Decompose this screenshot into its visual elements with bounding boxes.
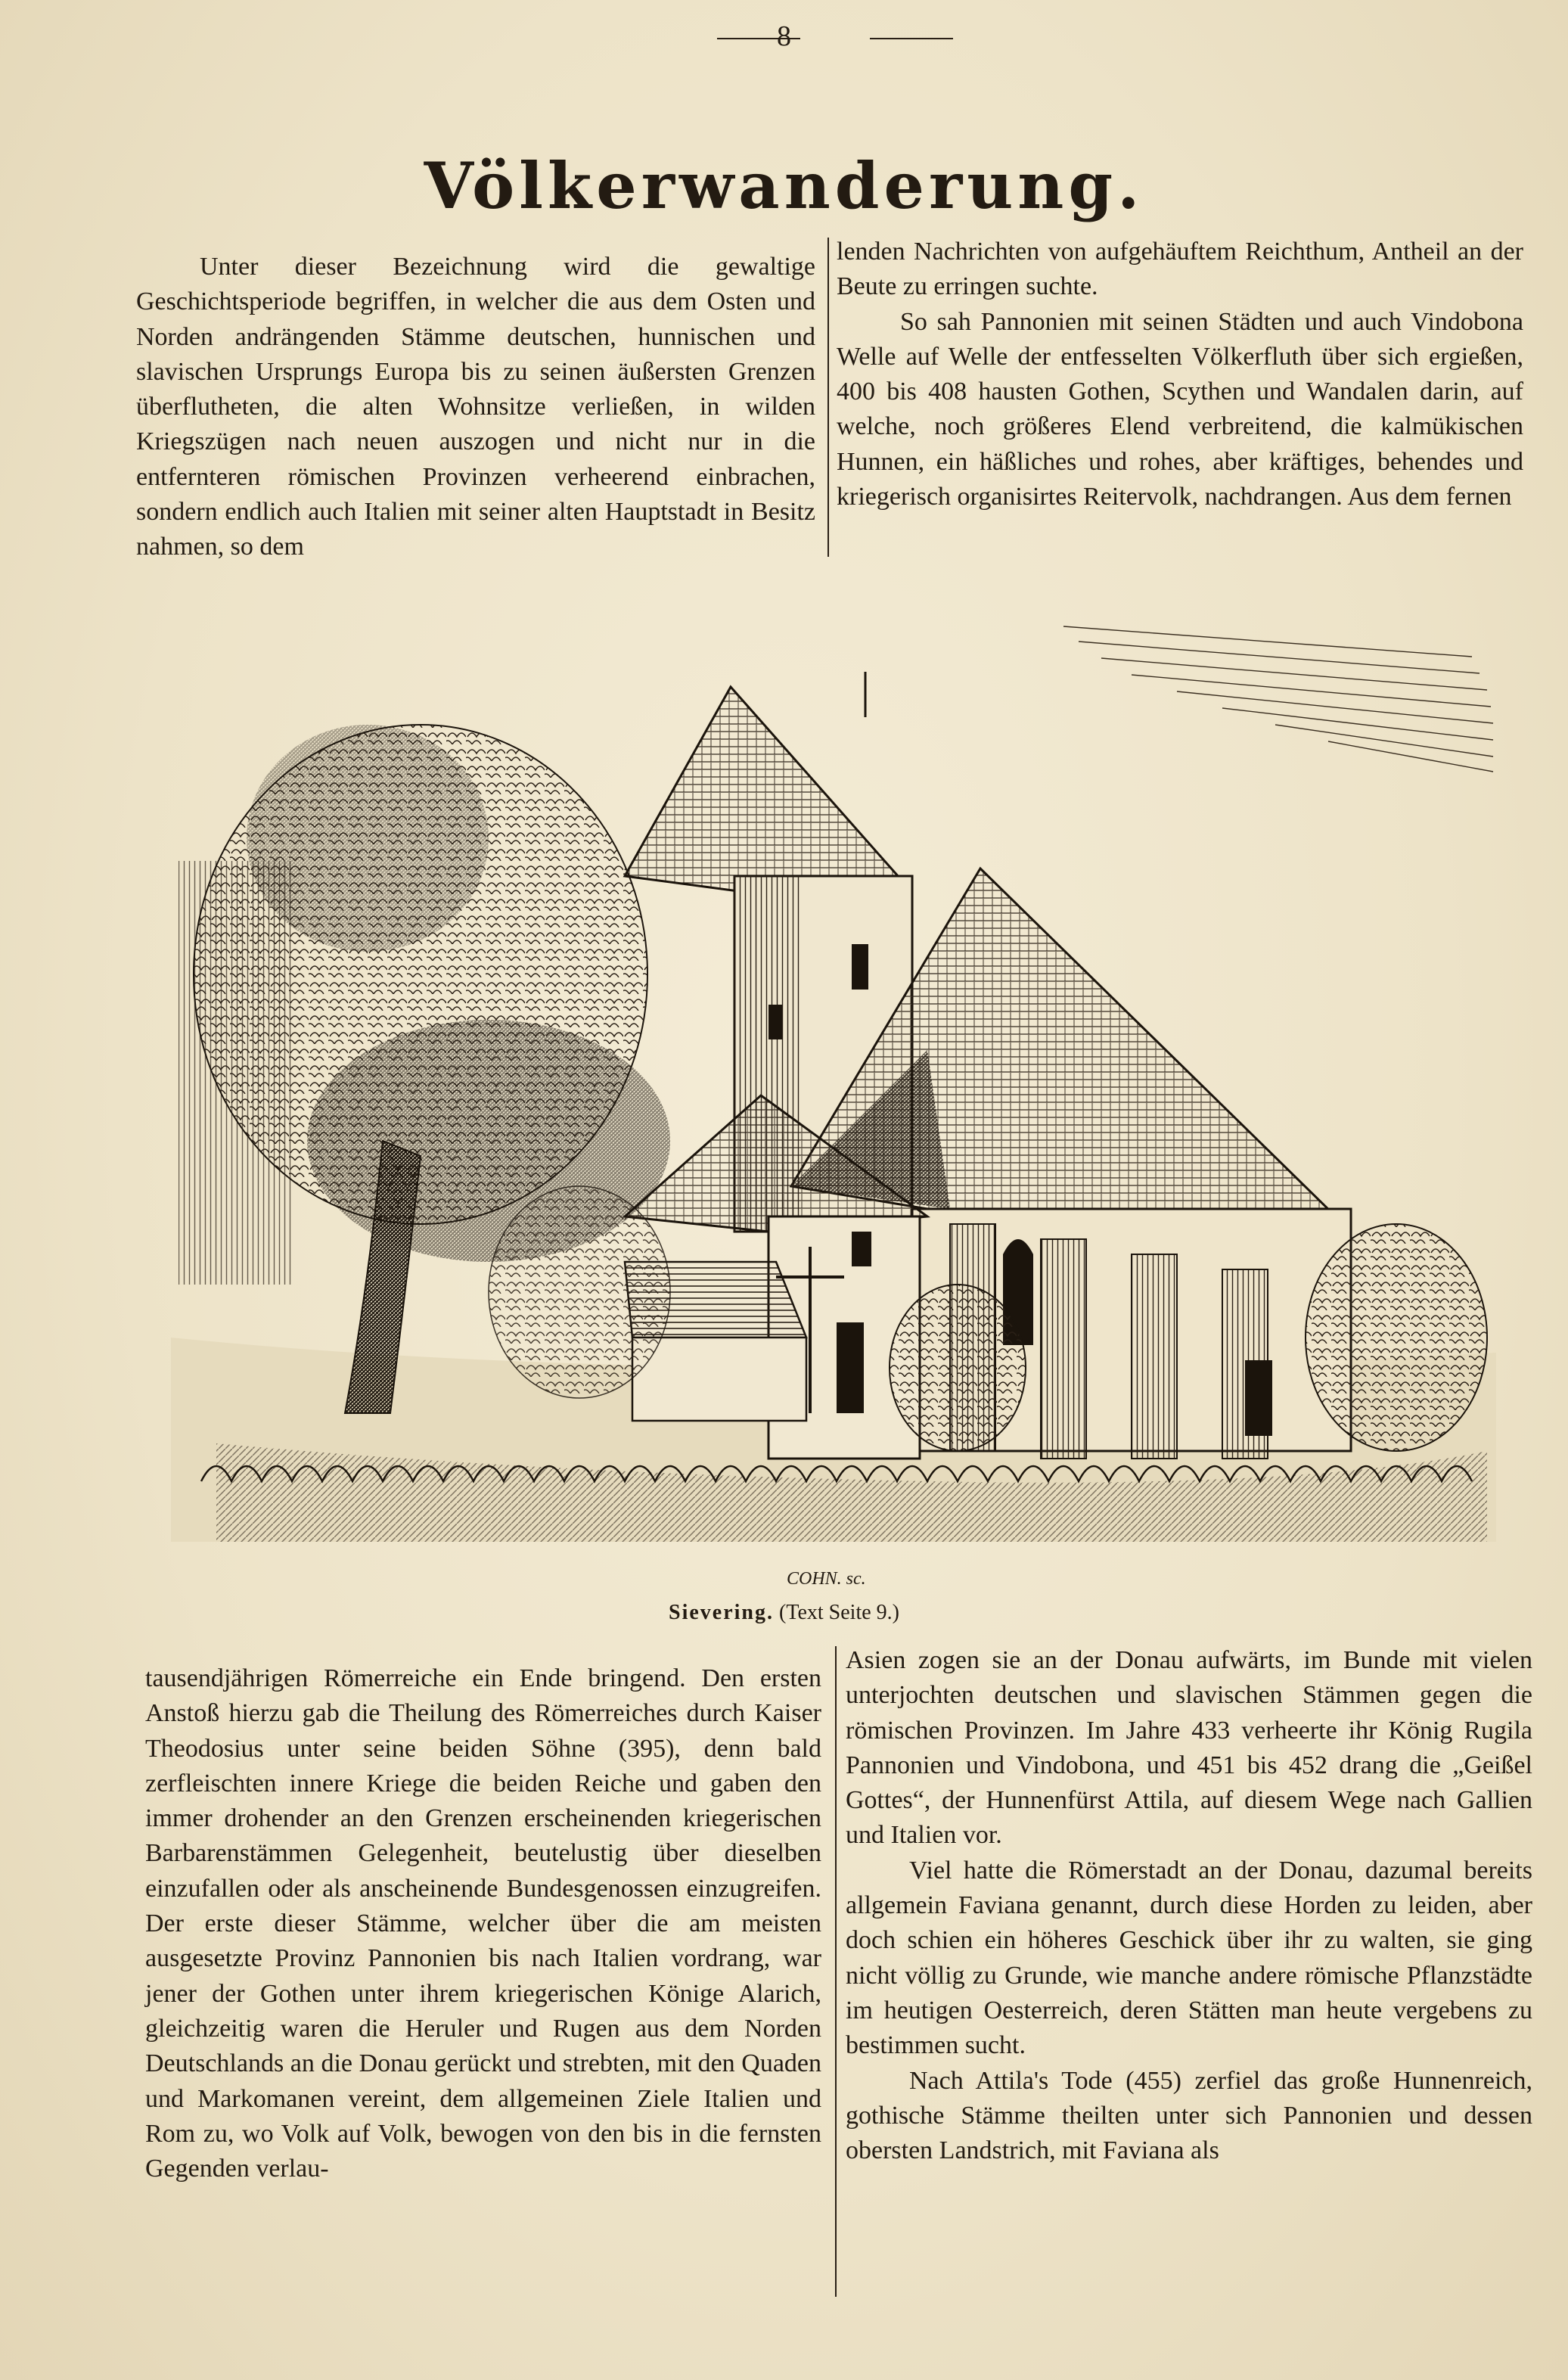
header-rule-right [870,38,953,39]
text-column-bottom-right [846,1643,1532,2168]
paragraph: tausendjährigen Römerreiche ein Ende bringend. Den ersten Anstoß hierzu gab die Theilung des Römerreiches durch Kaiser Theodosius unter seine beiden Söhne (395), denn bald zerfleischten innere Kriege die beiden Reiche und gaben den immer drohender an den Grenzen erscheinenden kriegerischen Barbarenstämmen Gelegenheit, beutelustig über dieselben einzufallen oder als anscheinende Bundesgenossen einzugreifen. Der erste dieser Stämme, welcher über die am meisten ausgesetzte Provinz Pannonien bis nach Italien vordrang, war jener der Gothen unter ihrem kriegerischen Könige Alarich, gleichzeitig waren die Heruler und Rugen aus dem Norden Deutschlands an die Donau gerückt und strebten, mit den Quaden und Markomanen vereint, dem allgemeinen Ziele Italien und Rom zu, wo Volk auf Volk, bewogen von den bis in die fernsten Gegenden verlau- [145,1664,821,2183]
text-column-top-right [837,235,1523,514]
column-divider-bottom [835,1646,837,2297]
paragraph: Viel hatte die Römerstadt an der Donau, dazumal bereits allgemein Faviana genannt, durch diese Horden zu leiden, aber doch schien ein höheres Geschick über ihr zu walten, sie ging nicht völlig zu Grunde, wie manche andere römische Pflanzstädte im heutigen Oesterreich, deren Stätten man heute vergebens zu bestimmen sucht. [846,1856,1532,2060]
paragraph: lenden Nachrichten von aufgehäuftem Reichthum, Antheil an der Beute zu erringen suchte. [837,238,1523,301]
caption-title: Sievering. [669,1601,774,1624]
bush-left [489,1186,670,1398]
sky-hatching [1063,626,1493,772]
column-divider-top [827,238,829,557]
bush-center [890,1285,1026,1451]
illustration-caption [0,1601,1568,1625]
church-engraving-illustration [171,611,1496,1564]
chapter-title: Völkerwanderung. [424,148,1144,223]
paragraph: Asien zogen sie an der Donau aufwärts, im Bunde mit vielen unterjochten deutschen und slavischen Stämmen gegen die römischen Provinzen. Im Jahre 433 verheerte ihr König Rugila Pannonien und Vindobona, und 451 bis 452 drang die „Geißel Gottes“, der Hunnenfürst Attila, auf diesem Wege nach Gallien und Italien vor. [846,1646,1532,1850]
caption-reference: (Text Seite 9.) [779,1601,899,1624]
paragraph: So sah Pannonien mit seinen Städten und auch Vindobona Welle auf Welle der entfesselten Völkerfluth über sich ergießen, 400 bis 408 hausten Gothen, Scythen und Wandalen darin, auf welche, noch größeres Elend verbreitend, die kalmükischen Hunnen, ein häßliches und rohes, aber kräftiges, behendes und kriegerisch organisirtes Reitervolk, nachdrangen. Aus dem fernen [837,307,1523,511]
page-number: 8 [777,20,791,52]
paragraph: Nach Attila's Tode (455) zerfiel das große Hunnenreich, gothische Stämme theilten unter sich Pannonien und dessen obersten Landstrich, mit Faviana als [846,2066,1532,2165]
bush-right [1306,1224,1487,1451]
text-column-bottom-left [145,1661,821,2186]
engraver-signature: COHN. sc. [787,1569,866,1589]
text-column-top-left [136,250,815,565]
paragraph: Unter dieser Bezeichnung wird die gewaltige Geschichtsperiode begriffen, in welcher die aus dem Osten und Norden andrängenden Stämme deutschen, hunnischen und slavischen Ursprungs Europa bis zu seinen äußersten Grenzen überflutheten, die alten Wohnsitze verließen, in wilden Kriegszügen nach neuen auszogen und nicht nur in die entfernteren römischen Provinzen verheerend einbrachen, sondern endlich auch Italien mit seiner alten Hauptstadt in Besitz nahmen, so dem [136,253,815,561]
